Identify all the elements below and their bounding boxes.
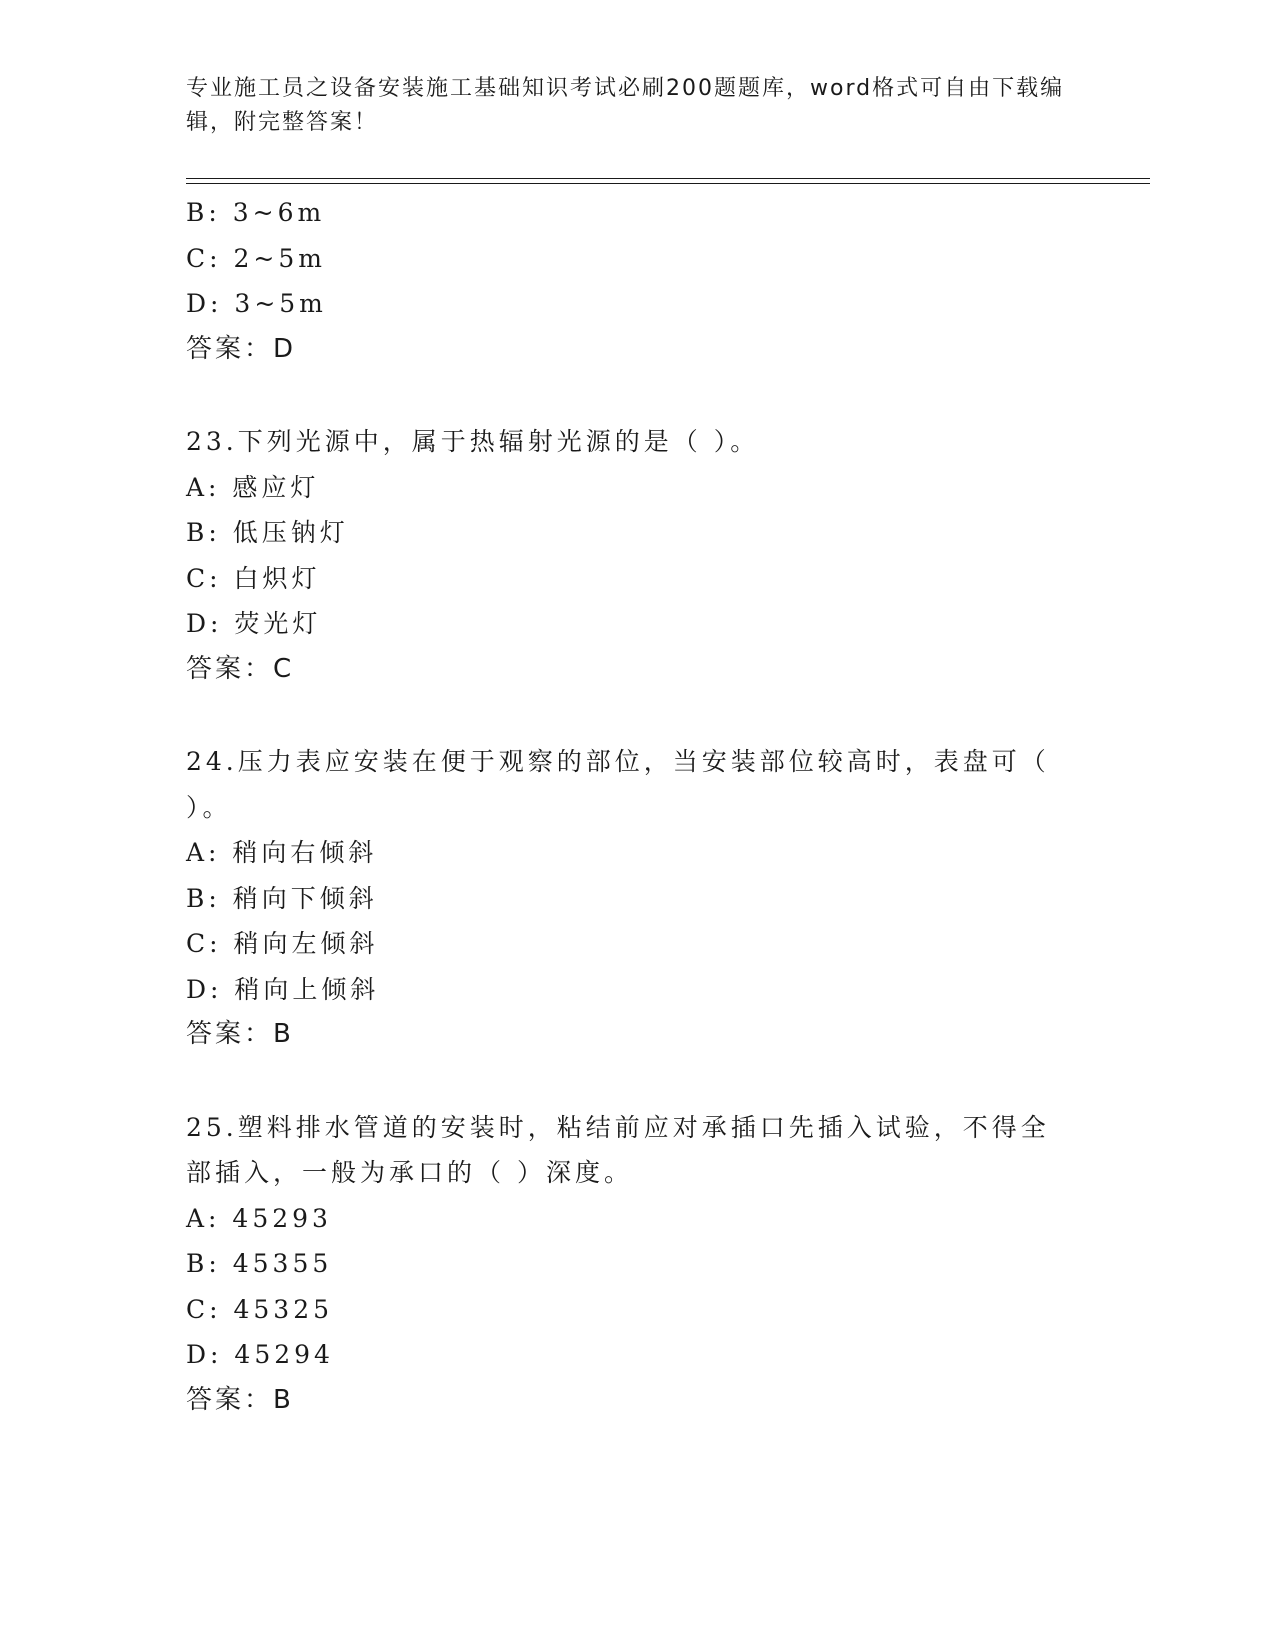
option-d: D: 荧光灯 <box>186 609 322 638</box>
header-divider-bottom <box>186 183 1150 184</box>
option-d: D: 45294 <box>186 1340 334 1369</box>
header-divider-top <box>186 178 1150 179</box>
question-text: 25.塑料排水管道的安装时，粘结前应对承插口先插入试验，不得全部插入，一般为承口的（ ）深度。 <box>186 1112 1050 1187</box>
question-block-22 <box>186 190 1086 372</box>
option-c: C: 白炽灯 <box>186 563 321 593</box>
document-header-title: 专业施工员之设备安装施工基础知识考试必刷200题题库，word格式可自由下载编辑，附完整答案！ <box>186 76 1065 135</box>
option-d: D: 3~5m <box>186 289 327 318</box>
option-b: B: 3~6m <box>186 198 326 227</box>
question-block-25 <box>186 1105 1086 1424</box>
option-d: D: 稍向上倾斜 <box>186 974 380 1004</box>
option-a: A: 45293 <box>186 1203 332 1233</box>
option-c: C: 2~5m <box>186 243 326 273</box>
option-b: B: 45355 <box>186 1249 333 1278</box>
question-text: 23.下列光源中，属于热辐射光源的是（ ）。 <box>186 427 760 456</box>
answer-line: 答案：B <box>186 1019 294 1049</box>
option-b: B: 稍向下倾斜 <box>186 883 378 913</box>
option-c: C: 45325 <box>186 1294 334 1324</box>
question-block-23 <box>186 419 1086 692</box>
option-c: C: 稍向左倾斜 <box>186 929 379 958</box>
option-a: A: 感应灯 <box>186 472 320 502</box>
answer-line: 答案：D <box>186 333 297 364</box>
answer-line: 答案：C <box>186 653 295 684</box>
question-block-24 <box>186 739 1086 1058</box>
answer-line: 答案：B <box>186 1384 294 1415</box>
option-b: B: 低压钠灯 <box>186 518 349 547</box>
question-list <box>186 190 1086 1423</box>
option-a: A: 稍向右倾斜 <box>186 838 378 867</box>
question-text: 24.压力表应安装在便于观察的部位，当安装部位较高时，表盘可（ ）。 <box>186 747 1050 822</box>
